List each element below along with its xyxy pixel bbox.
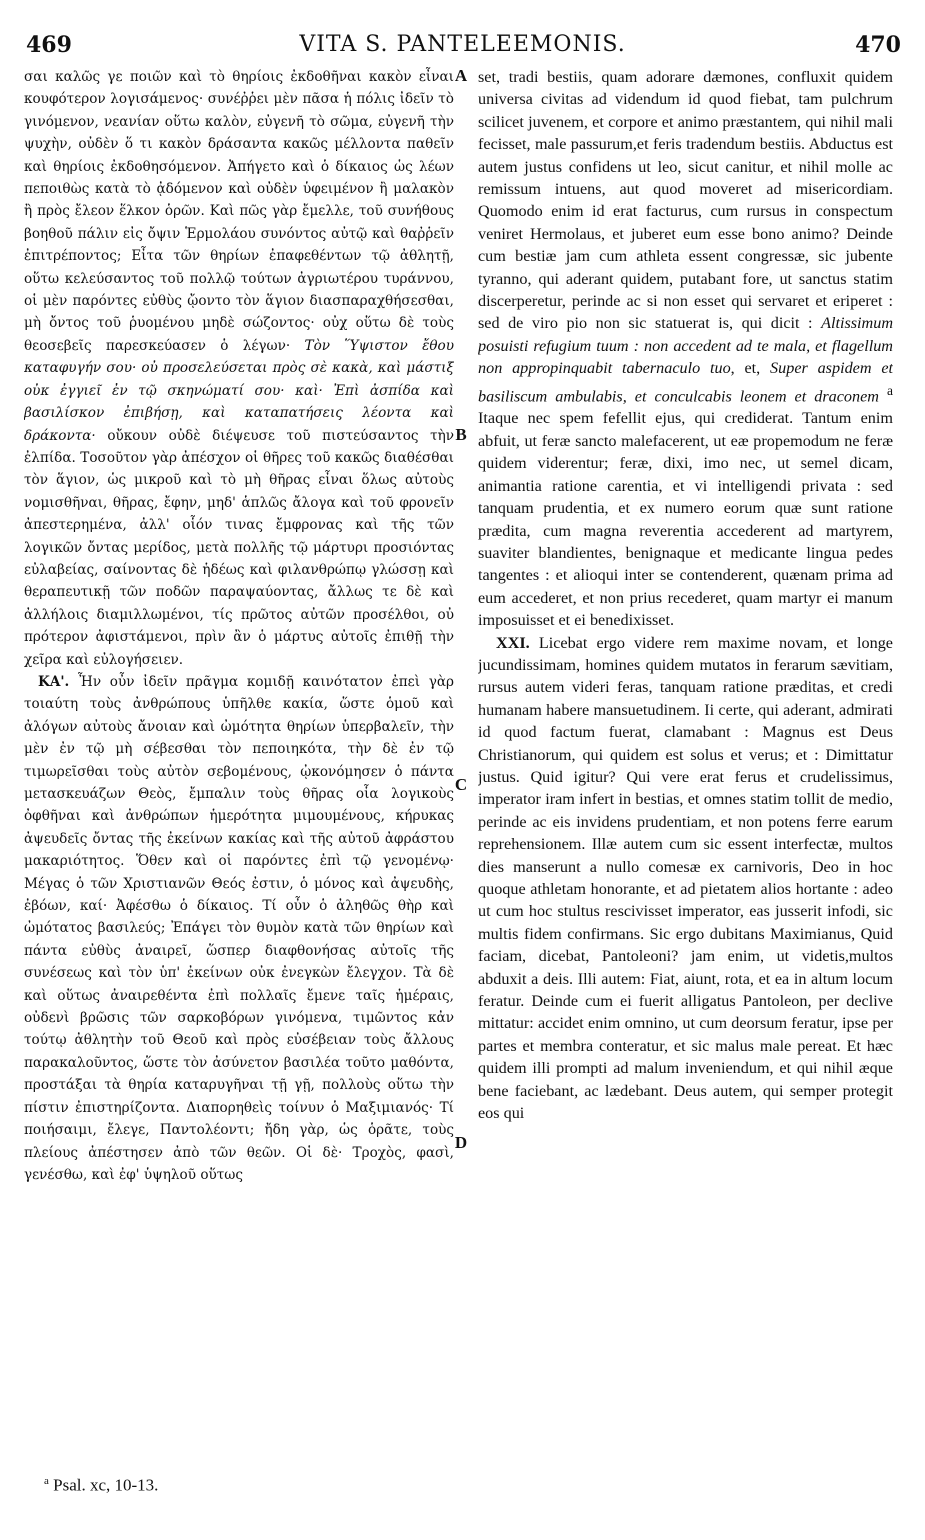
greek-section-number: ΚΑ'.	[38, 673, 70, 690]
margin-letter-d: D	[454, 1133, 468, 1152]
page-number-right: 470	[855, 32, 901, 58]
greek-text-2: Ἦν οὖν ἰδεῖν πρᾶγμα κομιδῇ καινότατον ἐπεὶ γὰρ τοιαύτη τοὺς ἀνθρώπους ὑπῆλθε κακία, ὥστε ὁμοῦ καὶ ἀλόγων αὐτοὺς ἄνοιαν καὶ ὠμότητα θηρίων ὑπερβαλεῖν, τὴν μὲν ἐν τῷ μὴ σέβεσθαι τὸν πεποιηκότα, τὴν δὲ ἐν τῷ τιμωρεῖσθαι τοὺς αὐτὸν σεβομένους, ᾠκονόμησεν ὁ πάντα μετασκευάζων Θεὸς, ἔμπαλιν τοὺς θῆρας οἷα λογικοὺς ὀφθῆναι καὶ ἀνθρώπων ἡμερότητα μιμουμένους, κήρυκας ἀψευδεῖς ὄντας τῆς ἐκείνων κακίας καὶ τῆς αὐτοῦ ἀφράστου μακαριότητος. Ὅθεν καὶ οἱ παρόντες ἐπὶ τῷ γενομένῳ· Μέγας ὁ τῶν Χριστιανῶν Θεός ἐστιν, ὁ μόνος καὶ ἀψευδὴς, ἐβόων, καί· Ἀφέσθω ὁ δίκαιος. Τί οὖν ὁ ἀληθῶς θὴρ καὶ ὠμότατος βασιλεύς; Ἐπάγει τὸν θυμὸν κατὰ τῶν θηρίων καὶ πάντα εὐθὺς ἀναιρεῖ, ὥσπερ διαφθονήσας αὐτοῖς τῆς συνέσεως καὶ τὸν ὑπ' ἐκείνων οὐκ ἐνεγκὼν ἔλεγχον. Τὰ δὲ καὶ οὕτως ἀναιρεθέντα ἐπὶ πολλαῖς ἔμενε ταῖς ἡμέραις, οὐδενὶ βρῶσις τῶν σαρκοβόρων γινόμενα, τιμῶντος κἀν τούτῳ ἀθλητὴν τοῦ Θεοῦ καὶ πρὸς εὐσέβειαν τοὺς ἄλλους παρακαλοῦντος, ὥστε τὸν ἀσύνετον βασιλέα τοῦτο μαθόντα, προστάξαι τὰ θηρία καταρυγῆναι τῇ γῇ, πολλοὺς οὕτω τὴν πίστιν ἐπιστηρίζοντα. Διαπορηθεὶς τοίνυν ὁ Μαξιμιανός· Τί ποιήσαιμι, ἔλεγε, Παντολέοντι; ἤδη γὰρ, ὡς ὁρᾶτε, τοὺς πλείους ἀπέστησεν ἀπὸ τῶν θεῶν. Οἱ δὲ· Τροχὸς, φασὶ, γενέσθω, καὶ ἐφ' ὑψηλοῦ οὕτως	[24, 673, 454, 1183]
footnote-mark: a	[44, 1475, 49, 1487]
margin-letter-c: C	[454, 775, 468, 794]
page-number-left: 469	[26, 32, 72, 58]
greek-column	[24, 66, 454, 1466]
latin-scripture-quote-2: Super aspidem et basiliscum ambulabis, et conculcabis leonem et draconem	[478, 359, 893, 406]
greek-paragraph-2	[24, 671, 454, 1186]
latin-text-1-end: Itaque nec spem fefellit ejus, qui crediderat. Tantum enim abfuit, ut feræ sancto malefacerent, ut eæ propemodum ne feræ quidem viderentur; feræ, dixi, imo nec, ut semel dicam, animantia ratione carentia, et vi intelligendi privata : sed tanquam prudentia, et ex numero eorum quæ sunt ratione prædita, cum magna reverentia accederent ad martyrem, suaviter blandientes, benignaque et medicante lingua pedes tangentes : et alioqui inter se contenderent, quænam prima ad eum accederet, et non prius recederet, quam martyr ei manum imposuisset et ei benedixisset.	[478, 409, 893, 630]
latin-text-2: Licebat ergo videre rem maxime novam, et longe jucundissimam, homines quidem mutatos in ferarum sævitiam, rursus autem videri feras, tanquam ratione præditas, et credi humanam habere mansuetudinem. Ii certe, qui aderant, admirati id quod factum fuerat, clamabant : Magnus est Deus Christianorum, qui quidem est solus et verus; et : Dimittatur justus. Quid igitur? Qui vere erat ferus et crudelissimus, imperator iram infert in bestias, et omnes statim tollit de medio, perinde ac eis invidens prudentiam, et non potens ferre earum reprehensionem. Illæ autem cum sic essent interfectæ, multos dies manserunt a nullo comesæ ex carnivoris, Deo in hoc quoque athletam honorante, et ad pietatem alios hortante : adeo ut cum hoc stultus rescivisset imperator, eas jusserit infodi, sic multis fidem confirmans. Sic ergo dubitans Maximianus, Quid faciam, dicebat, Pantoleoni? jam enim, ut videtis,multos abduxit a deis. Illi autem: Fiat, aiunt, rota, et ea in altum locum feratur. Deinde cum ei fuerit alligatus Pantoleon, per declive mittatur: accidet enim omnino, ut cum deorsum feratur, ipse per partes et membra conteratur, et sic malus male pereat. Et hæc quidem illi prompti ad malum inveniendum, et qui nihil æque bene faciebant, ac lædebant. Deus autem, qui semper protegit eos qui	[478, 633, 893, 1123]
greek-text-1-end: οὔκουν οὐδὲ διέψευσε τοῦ πιστεύσαντος τὴν ἐλπίδα. Τοσοῦτον γὰρ ἀπέσχον οἱ θῆρες τοῦ κακῶς διαθέσθαι τὸν ἅγιον, ὡς μικροῦ καὶ τὸ μὴ θῆρας εἶναι ὅλως αὐτοὺς νομισθῆναι, θῆρας, ἔφην, μηδ' ἁπλῶς ἄλογα καὶ τοῦ φρονεῖν ἀπεστερημένα, ἀλλ' οἷόν τινας ἔμφρονας καὶ τῆς τῶν λογικῶν ὄντας μερίδος, μετὰ πολλῆς τῷ μάρτυρι προσιόντας εὐλαβείας, σαίνοντας δὲ ἡδέως καὶ φιλανθρώπῳ γλώσσῃ καὶ θεραπευτικῇ τῶν ποδῶν παραψαύοντας, ἄλλως τε δὲ καὶ ἀλλήλοις διαμιλλωμένοι, τίς πρῶτος αὐτῶν προσέλθοι, οὐ πρότερον ἀφιστάμενοι, πρὶν ἂν ὁ μάρτυς αὐτοῖς ἐπιθῇ τὴν χεῖρα καὶ εὐλογήσειεν.	[24, 427, 454, 668]
latin-quote-separator: , et,	[730, 359, 761, 378]
latin-text-1: set, tradi bestiis, quam adorare dæmones, confluxit quidem universa civitas ad videndum id quod fiebat, tam pulchrum scilicet juvenem, et corpore et animo præstantem, qui nihil mali fecisset, male passurum,et feris tradendum bestiis. Abductus est autem justus confidens ut leo, sicut canitur, et nihil molle ac remissum intuens, aut quod moveret ad misericordiam. Quomodo enim id erat facturus, cum rursus in conspectum veniret Hermolaus, et juberet eum esse bono animo? Deinde cum bestiæ jam cum athleta essent congressæ, sic jubente tyranno, qui aderant quidem, putabant fore, ut sanctus statim discerperetur, perinde ac si non esset qui servaret et eriperet : sed de viro pio non sic statuerat is, qui dicit :	[478, 68, 893, 333]
margin-letter-a: A	[454, 66, 468, 85]
latin-section-number: XXI.	[496, 633, 530, 652]
greek-scripture-quote: Τὸν Ὕψιστον ἔθου καταφυγήν σου· οὐ προσελεύσεται πρὸς σὲ κακὰ, καὶ μάστιξ οὐκ ἐγγιεῖ ἐν τῷ σκηνώματί σου· καὶ· Ἐπὶ ἀσπίδα καὶ βασιλίσκον ἐπιβήσῃ, καὶ καταπατήσεις λέοντα καὶ δράκοντα·	[24, 337, 454, 444]
latin-paragraph-1	[478, 66, 893, 632]
footnote-text: Psal. xc, 10-13.	[53, 1475, 159, 1495]
latin-paragraph-2	[478, 632, 893, 1125]
margin-letter-b: B	[455, 425, 467, 444]
running-title: VITA S. PANTELEEMONIS.	[299, 32, 626, 57]
greek-text-1: σαι καλῶς γε ποιῶν καὶ τὸ θηρίοις ἐκδοθῆναι κακὸν εἶναι κουφότερον λογισάμενος· συνέῤῥει μὲν πᾶσα ἡ πόλις ἰδεῖν τὸ γινόμενον, νεανίαν οὕτω καλὸν, εὐγενῆ τὸ σῶμα, εὐγενῆ τὴν ψυχὴν, οὐδὲν ὅ τι κακὸν δράσαντα κακῶς μέλλοντα παθεῖν καὶ θηρίοις ἐκδοθησόμενον. Ἀπήγετο καὶ ὁ δίκαιος ὡς λέων πεποιθὼς κατὰ τὸ ᾀδόμενον καὶ οὐδὲν ὑφειμένον ἢ μαλακὸν ἢ πρὸς ἔλεον ἕλκον ὁρῶν. Καὶ πῶς γὰρ ἔμελλε, τοῦ συνήθους βοηθοῦ πάλιν εἰς ὄψιν Ἑρμολάου συνόντος αὐτῷ καὶ θαῤῥεῖν ἐπιτρέποντος; Εἶτα τῶν θηρίων ἐπαφεθέντων τῷ ἀθλητῇ, οὕτω κελεύσαντος τοῦ πολλῷ τούτων ἀγριωτέρου τυράννου, οἱ μὲν παρόντες εὐθὺς ᾤοντο τὸν ἅγιον διασπαραχθήσεσθαι, μὴ ὄντος τοῦ ῥυομένου μηδὲ σώζοντος· οὐχ οὕτω δὲ τοὺς θεοσεβεῖς παρεσκεύασεν ὁ λέγων·	[24, 69, 454, 354]
latin-column	[478, 66, 893, 1466]
footnote	[44, 1475, 158, 1496]
latin-scripture-quote: Altissimum posuisti refugium tuum : non accedent ad te mala, et flagellum non appropinquabit tabernaculo tuo	[478, 314, 893, 378]
page-header	[20, 14, 905, 58]
footnote-reference: a	[887, 382, 893, 398]
greek-paragraph-1	[24, 66, 454, 671]
